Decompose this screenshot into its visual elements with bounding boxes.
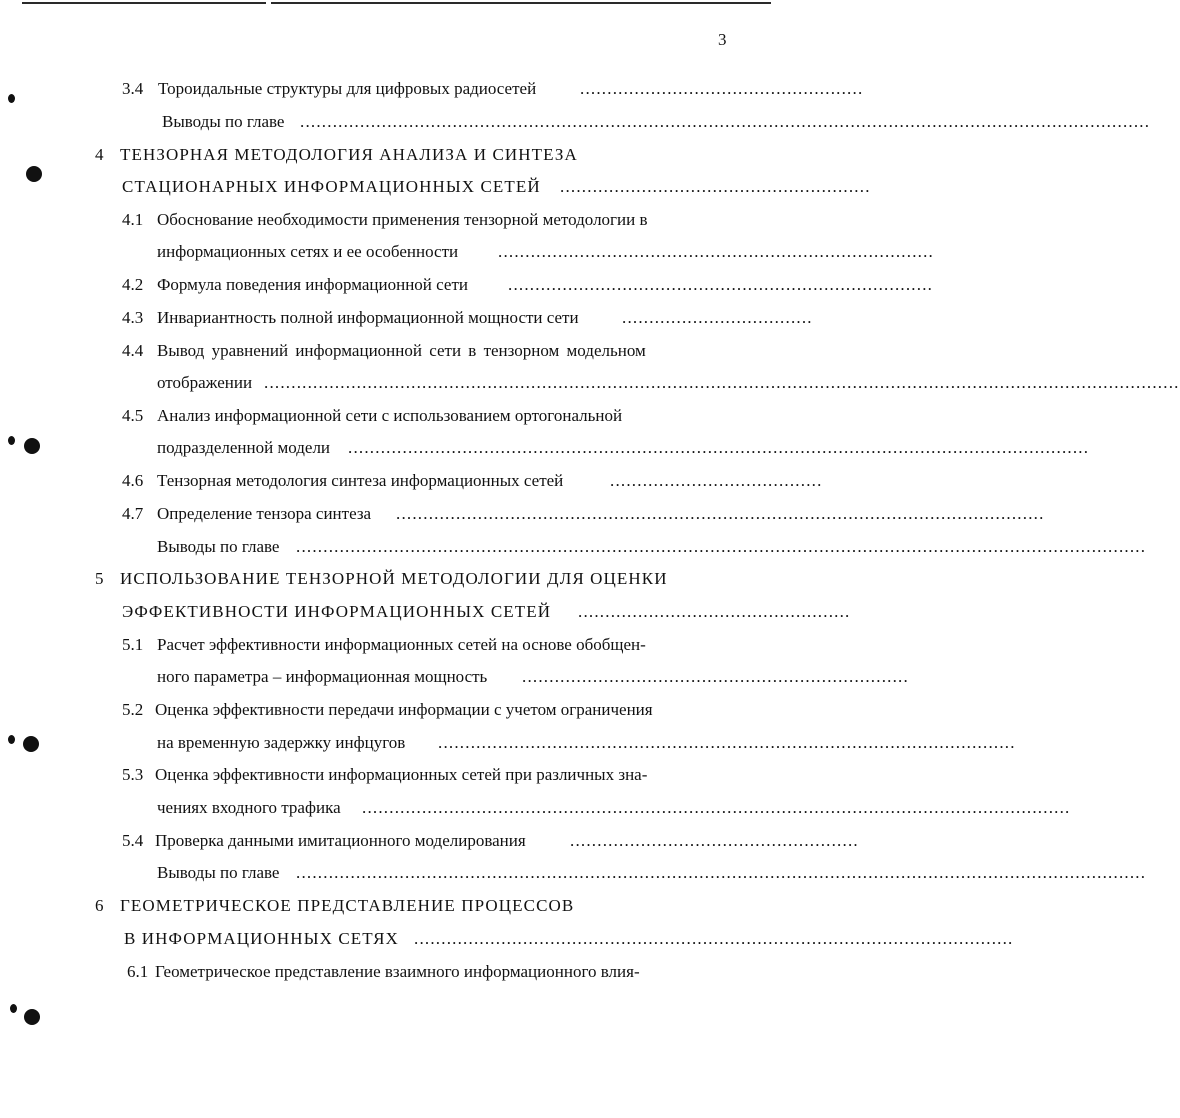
toc-entry-title: Тороидальные структуры для цифровых радиосетей — [158, 79, 537, 98]
toc-entry-title: Оценка эффективности информационных сетей при различных зна- — [155, 765, 648, 784]
toc-leader-dots: ................................... — [622, 308, 813, 327]
toc-entry-number: 4.2 — [122, 275, 144, 294]
toc-entry-title: ГЕОМЕТРИЧЕСКОЕ ПРЕДСТАВЛЕНИЕ ПРОЦЕССОВ — [120, 896, 575, 915]
toc-entry-title: Формула поведения информационной сети — [157, 275, 468, 294]
toc-entry-title: чениях входного трафика — [157, 798, 341, 817]
toc-leader-dots: ............................................................................................................................................................ — [300, 112, 1151, 131]
toc-entry-title: информационных сетях и ее особенности — [157, 242, 459, 261]
toc-entry-title: Определение тензора синтеза — [157, 504, 372, 523]
toc-leader-dots: .............................................................................................................. — [414, 929, 1014, 948]
binder-hole — [24, 1009, 40, 1025]
binder-hole — [24, 438, 40, 454]
toc-entry-number: 6.1 — [127, 962, 149, 981]
toc-entry-number: 5 — [95, 569, 105, 588]
toc-leader-dots: ......................................................... — [560, 177, 871, 196]
binder-hole — [10, 1004, 17, 1013]
toc-entry-title: на временную задержку инфцугов — [157, 733, 406, 752]
toc-leader-dots: ..................................................... — [570, 831, 859, 850]
toc-leader-dots: .............................................................................. — [508, 275, 934, 294]
binder-hole — [8, 436, 15, 445]
top-rule — [22, 2, 266, 4]
toc-entry-number: 5.2 — [122, 700, 144, 719]
toc-entry-title: ЭФФЕКТИВНОСТИ ИНФОРМАЦИОННЫХ СЕТЕЙ — [122, 602, 552, 621]
toc-entry-number: 4.5 — [122, 406, 144, 425]
toc-entry-number: 5.3 — [122, 765, 144, 784]
toc-entry-title: Выводы по главе — [162, 112, 285, 131]
toc-entry-number: 4.7 — [122, 504, 144, 523]
toc-entry-number: 3.4 — [122, 79, 144, 98]
toc-entry-title: Анализ информационной сети с использованием ортогональной — [157, 406, 623, 425]
toc-leader-dots: ....................................... — [610, 471, 823, 490]
toc-entry-title: Расчет эффективности информационных сетей на основе обобщен- — [157, 635, 646, 654]
toc-leader-dots: .................................................................................................................................. — [362, 798, 1071, 817]
toc-entry-title: Оценка эффективности передачи информации с учетом ограничения — [155, 700, 653, 719]
binder-hole — [8, 735, 15, 744]
toc-entry-title: Выводы по главе — [157, 863, 280, 882]
binder-hole — [8, 94, 15, 103]
toc-leader-dots: .................................................. — [578, 602, 851, 621]
toc-leader-dots: ........................................................................................................................................................................ — [264, 373, 1180, 392]
toc-entry-title: В ИНФОРМАЦИОННЫХ СЕТЯХ — [124, 929, 399, 948]
toc-entry-number: 6 — [95, 896, 105, 915]
toc-entry-title: Инвариантность полной информационной мощности сети — [157, 308, 579, 327]
toc-leader-dots: ....................................................................... — [522, 667, 909, 686]
toc-entry-title: отображении — [157, 373, 253, 392]
toc-entry-number: 4.1 — [122, 210, 144, 229]
toc-leader-dots: ........................................................................................................................................ — [348, 438, 1090, 457]
toc-leader-dots: ............................................................................................................................................................ — [296, 863, 1147, 882]
binder-hole — [23, 736, 39, 752]
toc-entry-title: Геометрическое представление взаимного информационного влия- — [155, 962, 640, 981]
toc-leader-dots: ............................................................................................................................................................ — [296, 537, 1147, 556]
toc-entry-number: 5.1 — [122, 635, 144, 654]
toc-entry-number: 4.4 — [122, 341, 144, 360]
toc-leader-dots: .......................................................................................................... — [438, 733, 1016, 752]
toc-leader-dots: .................................................... — [580, 79, 864, 98]
binder-hole — [26, 166, 42, 182]
toc-entry-number: 4.6 — [122, 471, 144, 490]
top-rule — [271, 2, 771, 4]
toc-entry-number: 4 — [95, 145, 105, 164]
toc-leader-dots: ................................................................................ — [498, 242, 934, 261]
toc-entry-title: Обоснование необходимости применения тензорной методологии в — [157, 210, 648, 229]
toc-entry-title: Выводы по главе — [157, 537, 280, 556]
toc-entry-title: Вывод уравнений информационной сети в тензорном модельном — [157, 341, 646, 360]
toc-entry-title: Проверка данными имитационного моделирования — [155, 831, 526, 850]
toc-entry-title: подразделенной модели — [157, 438, 331, 457]
toc-entry-title: Тензорная методология синтеза информационных сетей — [157, 471, 564, 490]
toc-entry-title: ИСПОЛЬЗОВАНИЕ ТЕНЗОРНОЙ МЕТОДОЛОГИИ ДЛЯ ОЦЕНКИ — [120, 569, 668, 588]
toc-leader-dots: ....................................................................................................................... — [396, 504, 1045, 523]
toc-entry-number: 5.4 — [122, 831, 144, 850]
toc-entry-number: 4.3 — [122, 308, 144, 327]
toc-entry-title: ТЕНЗОРНАЯ МЕТОДОЛОГИЯ АНАЛИЗА И СИНТЕЗА — [120, 145, 578, 164]
toc-entry-title: СТАЦИОНАРНЫХ ИНФОРМАЦИОННЫХ СЕТЕЙ — [122, 177, 541, 196]
page-number: 3 — [718, 30, 727, 49]
toc-entry-title: ного параметра – информационная мощность — [157, 667, 488, 686]
